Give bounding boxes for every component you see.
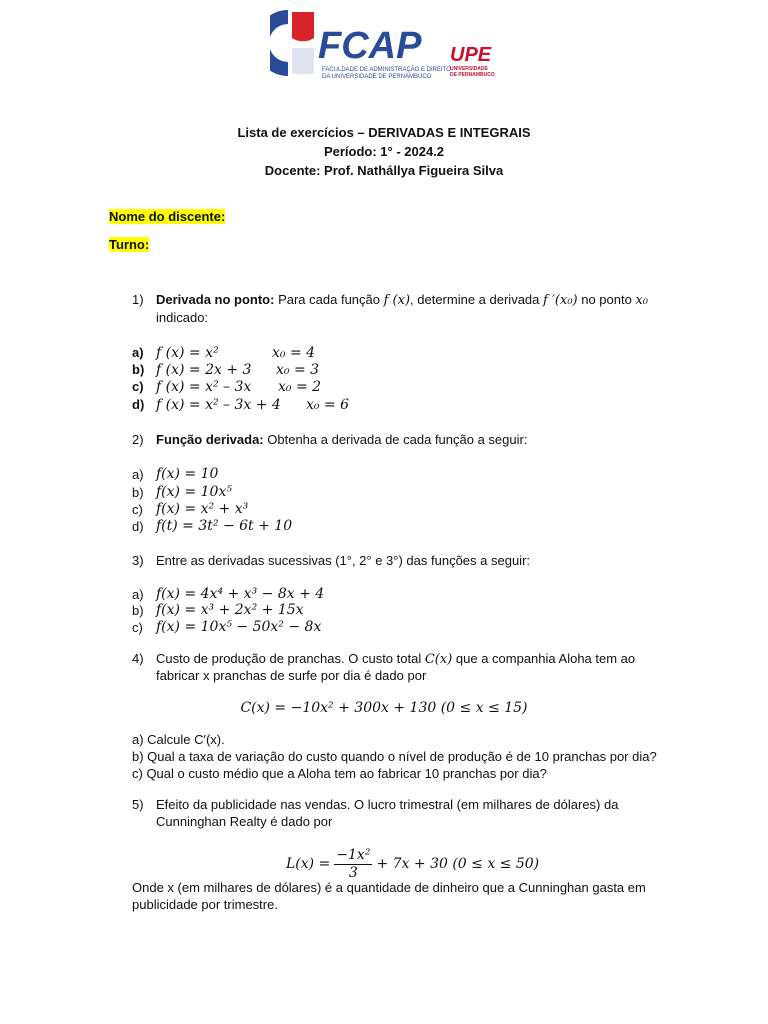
- upe-logo-subtitle-1: UNIVERSIDADE: [450, 66, 488, 72]
- q1-item-a-func: f (x) = x²: [156, 345, 219, 361]
- q4-number: 4): [132, 651, 144, 666]
- fcap-logo-subtitle-1: FACULDADE DE ADMINISTRAÇÃO E DIREITO: [322, 67, 451, 73]
- q3-item-a-func: f(x) = 4x⁴ + x³ − 8x + 4: [156, 586, 325, 602]
- q4-sub-a: a) Calcule C′(x).: [132, 732, 225, 747]
- q1-text-b: , determine a derivada: [410, 292, 540, 307]
- q5-text-line-1: Efeito da publicidade nas vendas. O lucro trimestral (em milhares de dólares) da: [156, 797, 619, 812]
- q1-item-c-point: x₀ = 2: [278, 379, 322, 395]
- q1-text-d: indicado:: [156, 310, 209, 325]
- q2-item-d-label: d): [132, 519, 144, 534]
- q1-item-d-point: x₀ = 6: [306, 397, 350, 413]
- q1-fpx0: f ′(x₀): [543, 293, 578, 308]
- q2-item-a-func: f(x) = 10: [156, 466, 219, 482]
- q2-item-c-func: f(x) = x² + x³: [156, 501, 249, 517]
- q2-item-a-label: a): [132, 467, 144, 482]
- q1-fx: f (x): [383, 293, 411, 308]
- q5-after-line-1: Onde x (em milhares de dólares) é a quantidade de dinheiro que a Cunninghan gasta em: [132, 880, 646, 895]
- q5-number: 5): [132, 797, 144, 812]
- q1-text-line-1: [156, 292, 648, 309]
- fcap-emblem-icon: [270, 8, 320, 78]
- q1-item-b-point: x₀ = 3: [276, 362, 320, 378]
- q2-heading: Função derivada:: [156, 432, 264, 447]
- q1-item-b-label: b): [132, 362, 145, 377]
- q2-text: Obtenha a derivada de cada função a seguir:: [267, 432, 528, 447]
- q5-formula-lhs: L(x) =: [286, 856, 331, 872]
- upe-logo-text: UPE: [450, 44, 492, 66]
- q5-after-line-2: publicidade por trimestre.: [132, 897, 278, 912]
- q1-item-d-func: f (x) = x² – 3x + 4: [156, 397, 281, 413]
- upe-logo: [448, 44, 500, 80]
- q2-text-line: [156, 432, 527, 448]
- q1-item-a-label: a): [132, 345, 144, 360]
- q3-item-a-label: a): [132, 587, 144, 602]
- q2-number: 2): [132, 432, 144, 447]
- q5-formula-denominator: 3: [348, 864, 358, 881]
- q4-sub-b: b) Qual a taxa de variação do custo quando o nível de produção é de 10 pranchas por dia?: [132, 749, 657, 764]
- q2-item-c-label: c): [132, 502, 143, 517]
- q1-item-a-point: x₀ = 4: [272, 345, 316, 361]
- q2-item-b-func: f(x) = 10x⁵: [156, 484, 232, 500]
- q2-item-b-label: b): [132, 485, 144, 500]
- q1-number: 1): [132, 292, 144, 307]
- q1-item-c-label: c): [132, 379, 144, 394]
- q4-formula: C(x) = −10x² + 300x + 130 (0 ≤ x ≤ 15): [240, 700, 528, 716]
- q5-formula-fraction: [334, 847, 372, 882]
- title-line-1: Lista de exercícios – DERIVADAS E INTEGRAIS: [237, 125, 531, 140]
- q3-text: Entre as derivadas sucessivas (1°, 2° e 3°) das funções a seguir:: [156, 553, 531, 568]
- q4-cx: C(x): [424, 652, 453, 667]
- q3-item-b-func: f(x) = x³ + 2x² + 15x: [156, 602, 304, 618]
- title-line-3: Docente: Prof. Nathállya Figueira Silva: [264, 163, 504, 178]
- q2-item-d-func: f(t) = 3t² − 6t + 10: [156, 518, 293, 534]
- fcap-logo-subtitle-2: DA UNIVERSIDADE DE PERNAMBUCO: [322, 74, 432, 80]
- q1-text-c: no ponto: [581, 292, 632, 307]
- q3-item-b-label: b): [132, 603, 144, 618]
- q3-item-c-label: c): [132, 620, 143, 635]
- q4-text-b: que a companhia Aloha tem ao: [455, 651, 636, 666]
- q3-item-c-func: f(x) = 10x⁵ − 50x² − 8x: [156, 619, 322, 635]
- q5-formula-numerator: −1x²: [336, 846, 371, 863]
- q4-text-line-1: [156, 651, 635, 668]
- title-line-2: Período: 1° - 2024.2: [323, 144, 445, 159]
- shift-label: Turno:: [109, 237, 150, 252]
- q1-heading: Derivada no ponto:: [156, 292, 275, 307]
- q1-item-c-func: f (x) = x² – 3x: [156, 379, 252, 395]
- q4-sub-c: c) Qual o custo médio que a Aloha tem ao fabricar 10 pranchas por dia?: [132, 766, 547, 781]
- q1-text-a: Para cada função: [278, 292, 380, 307]
- shift-field[interactable]: [109, 237, 149, 253]
- student-name-field[interactable]: [109, 209, 225, 225]
- q5-formula-rhs: + 7x + 30 (0 ≤ x ≤ 50): [376, 856, 540, 872]
- q1-x0: x₀: [635, 293, 649, 308]
- q4-text-a: Custo de produção de pranchas. O custo total: [156, 651, 422, 666]
- q5-formula: [286, 844, 539, 884]
- upe-logo-subtitle-2: DE PERNAMBUCO: [450, 72, 495, 78]
- q3-number: 3): [132, 553, 144, 568]
- student-name-label: Nome do discente:: [109, 209, 226, 224]
- fcap-logo: [270, 8, 451, 82]
- q1-item-d-label: d): [132, 397, 145, 412]
- q1-item-b-func: f (x) = 2x + 3: [156, 362, 252, 378]
- q5-text-line-2: Cunninghan Realty é dado por: [156, 814, 333, 829]
- q4-text-line-2: fabricar x pranchas de surfe por dia é dado por: [156, 668, 427, 683]
- fcap-logo-text: FCAP: [318, 25, 422, 67]
